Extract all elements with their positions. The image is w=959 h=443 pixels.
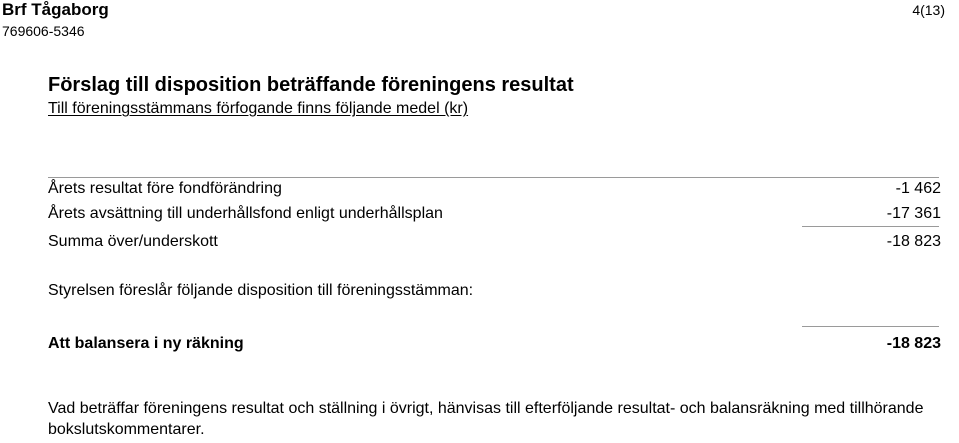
table-row-value: -1 462 [895,180,941,197]
section-subtitle: Till föreningsstämmans förfogande finns följande medel (kr) [48,100,469,117]
table-row-value: -17 361 [886,205,941,222]
proposal-label: Att balansera i ny räkning [48,335,244,352]
table-row-label: Årets avsättning till underhållsfond enligt underhållsplan [48,205,443,222]
organization-number: 769606-5346 [2,23,85,39]
proposal-rule [802,326,939,327]
sum-value: -18 823 [886,233,941,250]
sum-label: Summa över/underskott [48,233,218,250]
proposal-intro: Styrelsen föreslår följande disposition till föreningsstämman: [48,282,474,299]
table-top-rule [48,177,939,178]
page-number: 4(13) [912,2,945,18]
proposal-value: -18 823 [886,335,941,352]
footnote-text: Vad beträffar föreningens resultat och ställning i övrigt, hänvisas till efterföljande resultat- och balansräkning med tillhörande bokslutskommentarer. [48,400,924,438]
sum-rule [802,226,939,227]
organization-name: Brf Tågaborg [2,0,109,19]
section-title: Förslag till disposition beträffande föreningens resultat [48,74,574,96]
table-row-label: Årets resultat före fondförändring [48,180,282,197]
